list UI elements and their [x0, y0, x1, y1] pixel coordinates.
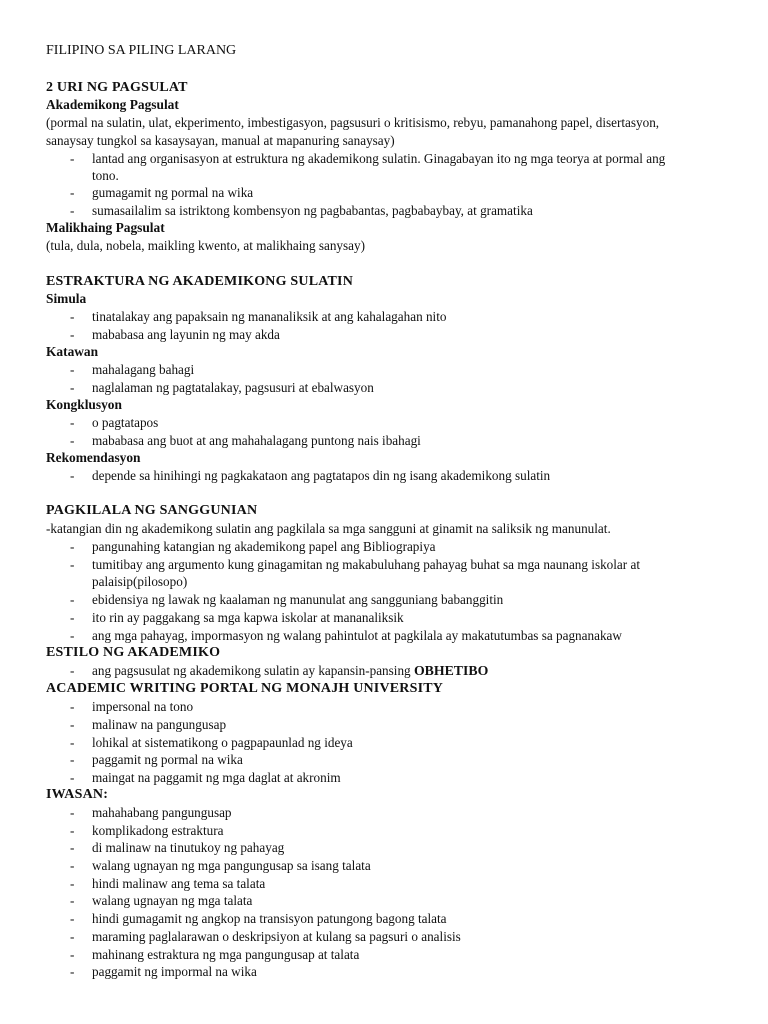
bullet-dash: -: [70, 468, 75, 483]
bullet-dash: -: [70, 203, 75, 218]
bullet-dash: -: [70, 735, 75, 750]
subheading-simula: Simula: [46, 291, 87, 306]
akademiko-description-line-2: sanaysay tungkol sa kasaysayan, manual at mapanuring sanaysay): [46, 133, 395, 148]
list-item-text: walang ugnayan ng mga talata: [92, 893, 253, 908]
section-heading-estilo: ESTILO NG AKADEMIKO: [46, 645, 221, 660]
list-item-text: hindi malinaw ang tema sa talata: [92, 876, 266, 891]
list-item-continuation: tono.: [92, 168, 119, 183]
bullet-dash: -: [70, 911, 75, 926]
bullet-dash: -: [70, 557, 75, 572]
list-item-text: walang ugnayan ng mga pangungusap sa isang talata: [92, 858, 371, 873]
malikhain-description: (tula, dula, nobela, maikling kwento, at malikhaing sanysay): [46, 238, 365, 253]
list-item-text: depende sa hinihingi ng pagkakataon ang pagtatapos din ng isang akademikong sulatin: [92, 468, 551, 483]
bullet-dash: -: [70, 947, 75, 962]
bullet-dash: -: [70, 770, 75, 785]
section-heading-estraktura: ESTRAKTURA NG AKADEMIKONG SULATIN: [46, 274, 353, 289]
list-item-text: paggamit ng pormal na wika: [92, 752, 243, 767]
pagkilala-intro: -katangian din ng akademikong sulatin ang pagkilala sa mga sangguni at ginamit na saliksik ng manunulat.: [46, 521, 611, 536]
list-item-text: mahahabang pangungusap: [92, 805, 232, 820]
bullet-dash: -: [70, 327, 75, 342]
section-heading-iwasan: IWASAN:: [46, 787, 109, 802]
bullet-dash: -: [70, 840, 75, 855]
list-item-text: malinaw na pangungusap: [92, 717, 227, 732]
bullet-dash: -: [70, 663, 75, 678]
list-item-text: mababasa ang layunin ng may akda: [92, 327, 280, 342]
subheading-kongklusyon: Kongklusyon: [46, 397, 122, 412]
bullet-dash: -: [70, 309, 75, 324]
bullet-dash: -: [70, 539, 75, 554]
bullet-dash: -: [70, 805, 75, 820]
list-item-text: tinatalakay ang papaksain ng mananaliksik at ang kahalagahan nito: [92, 309, 447, 324]
list-item-text: mahinang estraktura ng mga pangungusap at talata: [92, 947, 360, 962]
bullet-dash: -: [70, 415, 75, 430]
bullet-dash: -: [70, 592, 75, 607]
estilo-emphasis: OBHETIBO: [413, 663, 489, 678]
section-heading-pagkilala: PAGKILALA NG SANGGUNIAN: [46, 503, 258, 518]
bullet-dash: -: [70, 929, 75, 944]
list-item-text: gumagamit ng pormal na wika: [92, 185, 254, 200]
bullet-dash: -: [70, 185, 75, 200]
list-item-text: lohikal at sistematikong o pagpapaunlad ng ideya: [92, 735, 353, 750]
list-item-text: paggamit ng impormal na wika: [92, 964, 257, 979]
list-item-text: ito rin ay paggakang sa mga kapwa iskolar at mananaliksik: [92, 610, 404, 625]
list-item-text: mababasa ang buot at ang mahahalagang puntong nais ibahagi: [92, 433, 421, 448]
list-item-text: naglalaman ng pagtatalakay, pagsusuri at ebalwasyon: [92, 380, 374, 395]
list-item-text: [92, 662, 488, 680]
bullet-dash: -: [70, 610, 75, 625]
list-item-text: ebidensiya ng lawak ng kaalaman ng manunulat ang sangguniang babanggitin: [92, 592, 504, 607]
list-item-text: o pagtatapos: [92, 415, 159, 430]
list-item-text: ang mga pahayag, impormasyon ng walang pahintulot at pagkilala ay makatutumbas sa pagnanakaw: [92, 628, 622, 643]
bullet-dash: -: [70, 964, 75, 979]
estilo-text: ang pagsusulat ng akademikong sulatin ay kapansin-pansing: [92, 663, 414, 678]
akademiko-description-line-1: (pormal na sulatin, ulat, ekperimento, imbestigasyon, pagsusuri o kritisismo, rebyu, pamanahong papel, disertasyon,: [46, 115, 660, 130]
bullet-dash: -: [70, 717, 75, 732]
list-item-text: di malinaw na tinutukoy ng pahayag: [92, 840, 285, 855]
list-item-text: tumitibay ang argumento kung ginagamitan ng makabuluhang pahayag buhat sa mga naunang iskolar at: [92, 557, 640, 572]
subheading-akademikong-pagsulat: Akademikong Pagsulat: [46, 97, 179, 112]
section-heading-uri: 2 URI NG PAGSULAT: [46, 80, 188, 95]
bullet-dash: -: [70, 858, 75, 873]
section-heading-portal: ACADEMIC WRITING PORTAL NG MONAJH UNIVERSITY: [46, 681, 444, 696]
list-item-text: hindi gumagamit ng angkop na transisyon patungong bagong talata: [92, 911, 447, 926]
subheading-malikhaing-pagsulat: Malikhaing Pagsulat: [46, 220, 165, 235]
list-item-continuation: palaisip(pilosopo): [92, 574, 188, 589]
list-item-text: impersonal na tono: [92, 699, 194, 714]
list-item-text: sumasailalim sa istriktong kombensyon ng pagbabantas, pagbabaybay, at gramatika: [92, 203, 533, 218]
document-title: FILIPINO SA PILING LARANG: [46, 43, 237, 58]
list-item-text: maingat na paggamit ng mga daglat at akronim: [92, 770, 341, 785]
bullet-dash: -: [70, 823, 75, 838]
list-item-text: mahalagang bahagi: [92, 362, 195, 377]
bullet-dash: -: [70, 893, 75, 908]
bullet-dash: -: [70, 151, 75, 166]
bullet-dash: -: [70, 699, 75, 714]
bullet-dash: -: [70, 876, 75, 891]
list-item-text: pangunahing katangian ng akademikong papel ang Bibliograpiya: [92, 539, 436, 554]
list-item-text: maraming paglalarawan o deskripsiyon at kulang sa pagsuri o analisis: [92, 929, 461, 944]
bullet-dash: -: [70, 752, 75, 767]
bullet-dash: -: [70, 628, 75, 643]
list-item-text: lantad ang organisasyon at estruktura ng akademikong sulatin. Ginagabayan ito ng mga teorya at pormal ang: [92, 151, 666, 166]
subheading-rekomendasyon: Rekomendasyon: [46, 450, 141, 465]
bullet-dash: -: [70, 380, 75, 395]
list-item-text: komplikadong estraktura: [92, 823, 224, 838]
bullet-dash: -: [70, 362, 75, 377]
bullet-dash: -: [70, 433, 75, 448]
subheading-katawan: Katawan: [46, 344, 99, 359]
